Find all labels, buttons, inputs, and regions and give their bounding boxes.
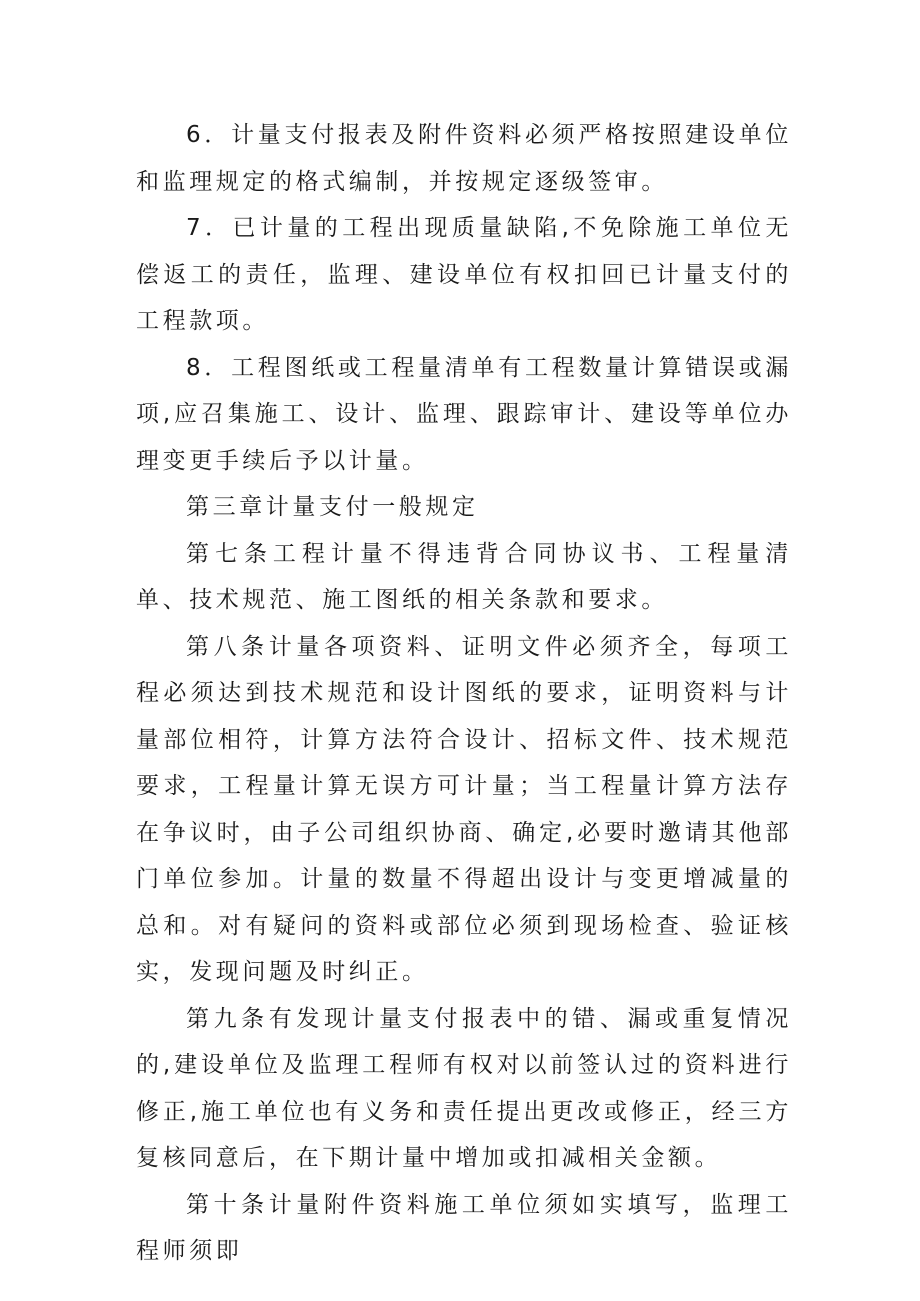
article-7: 第七条工程计量不得违背合同协议书、工程量清单、技术规范、施工图纸的相关条款和要求。	[136, 540, 792, 613]
article-8: 第八条计量各项资料、证明文件必须齐全，每项工程必须达到技术规范和设计图纸的要求，证明资料与计量部位相符，计算方法符合设计、招标文件、技术规范要求，工程量计算无误方可计量；当工程量计算方法存在争议时，由子公司组织协商、确定,必要时邀请其他部门单位参加。计量的数量不得超出设计与变更增减量的总和。对有疑问的资料或部位必须到现场检查、验证核实，发现问题及时纠正。	[136, 633, 792, 985]
document-body	[136, 112, 792, 1275]
paragraph-item-6: 6．计量支付报表及附件资料必须严格按照建设单位和监理规定的格式编制，并按规定逐级签审。	[136, 122, 792, 195]
article-9: 第九条有发现计量支付报表中的错、漏或重复情况的,建设单位及监理工程师有权对以前签认过的资料进行修正,施工单位也有义务和责任提出更改或修正，经三方复核同意后，在下期计量中增加或扣减相关金额。	[136, 1005, 792, 1171]
paragraph-item-7: 7．已计量的工程出现质量缺陷,不免除施工单位无偿返工的责任，监理、建设单位有权扣回已计量支付的工程款项。	[136, 215, 792, 334]
paragraph-item-8: 8．工程图纸或工程量清单有工程数量计算错误或漏项,应召集施工、设计、监理、跟踪审计、建设等单位办理变更手续后予以计量。	[136, 354, 792, 474]
chapter-heading: 第三章计量支付一般规定	[186, 494, 479, 520]
article-10: 第十条计量附件资料施工单位须如实填写，监理工程师须即	[136, 1191, 792, 1264]
